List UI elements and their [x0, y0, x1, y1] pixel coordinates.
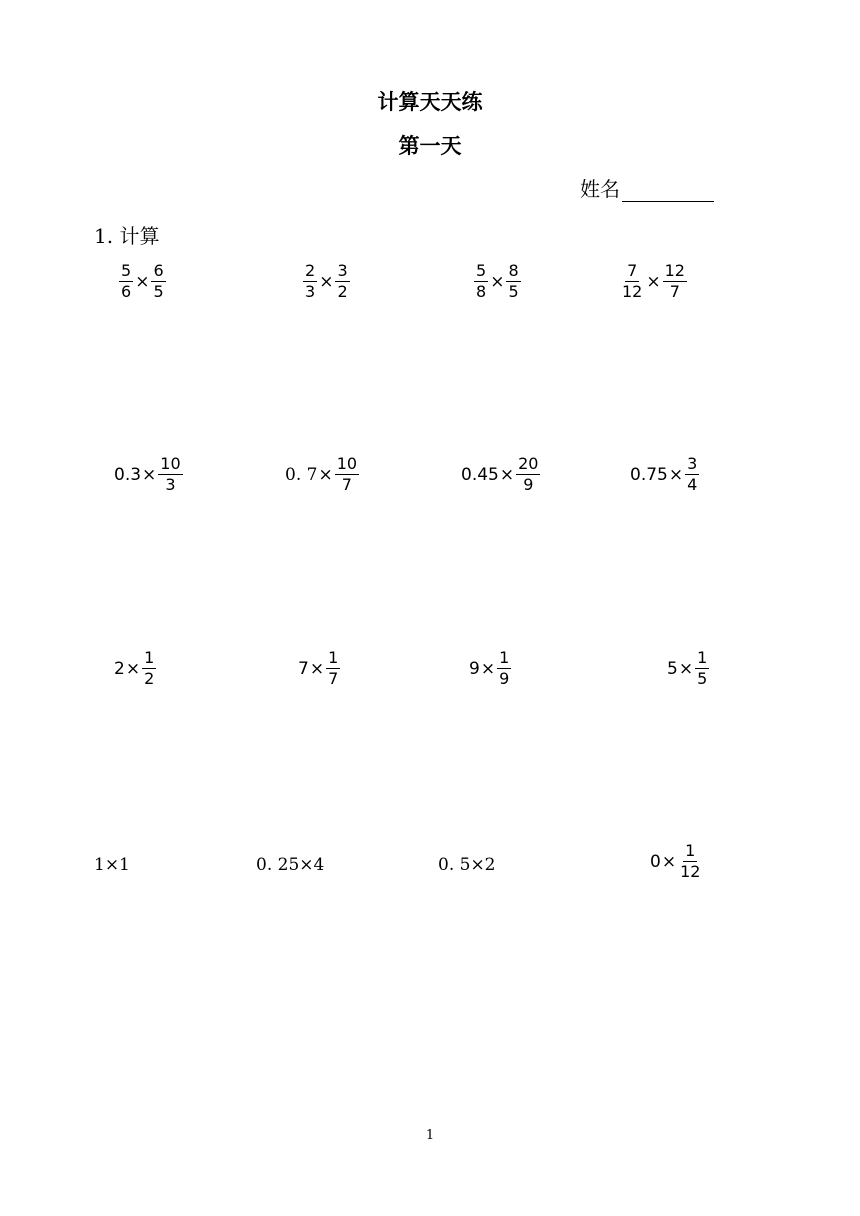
times-sign: ×	[309, 658, 325, 679]
problem-r3c1	[114, 650, 157, 687]
denominator: 5	[153, 282, 164, 301]
problem-r1c3	[473, 263, 522, 300]
whole-operand: 7	[298, 658, 309, 679]
denominator: 12	[622, 282, 643, 301]
problem-r1c2	[302, 263, 351, 300]
fraction	[142, 650, 156, 687]
section-heading	[94, 220, 159, 249]
fraction	[620, 263, 644, 300]
fraction	[335, 263, 349, 300]
numerator: 20	[518, 454, 539, 473]
problem-text: 0. 25×4	[256, 855, 325, 875]
fraction	[678, 843, 702, 880]
whole-operand: 9	[469, 658, 480, 679]
times-sign: ×	[135, 271, 150, 292]
problem-r3c4	[667, 650, 710, 687]
times-sign: ×	[499, 464, 515, 485]
fraction	[158, 456, 182, 493]
denominator: 9	[499, 669, 510, 688]
denominator: 2	[337, 282, 348, 301]
denominator: 7	[341, 475, 352, 494]
denominator: 8	[476, 282, 487, 301]
numerator: 1	[499, 648, 510, 667]
section-number: 1.	[94, 224, 114, 248]
problem-r2c3	[461, 456, 541, 493]
problem-r4c4	[650, 843, 703, 880]
denominator: 9	[523, 475, 534, 494]
denominator: 3	[305, 282, 316, 301]
problem-r4c2	[256, 855, 324, 875]
problem-text: 1×1	[94, 855, 130, 875]
problem-r1c1	[118, 263, 167, 300]
fraction	[474, 263, 488, 300]
name-blank-line	[622, 179, 714, 202]
problem-r2c1	[114, 456, 184, 493]
numerator: 5	[121, 261, 132, 280]
day-subtitle: 第一天	[398, 134, 462, 158]
numerator: 5	[476, 261, 487, 280]
denominator: 12	[680, 862, 701, 881]
whole-operand: 0. 7	[285, 464, 318, 485]
times-sign: ×	[480, 658, 496, 679]
numerator: 10	[336, 454, 358, 473]
fraction	[516, 456, 540, 493]
times-sign: ×	[319, 271, 334, 292]
problem-text: 0. 5×2	[438, 855, 496, 875]
denominator: 5	[508, 282, 519, 301]
fraction	[303, 263, 317, 300]
numerator: 2	[305, 261, 316, 280]
fraction	[151, 263, 165, 300]
numerator: 1	[144, 648, 155, 667]
problem-r4c1	[94, 855, 130, 875]
fraction	[685, 456, 699, 493]
times-sign: ×	[142, 464, 157, 485]
whole-operand: 0.3	[114, 464, 142, 485]
times-sign: ×	[646, 271, 661, 292]
denominator: 2	[144, 669, 155, 688]
whole-operand: 0.45	[461, 464, 499, 485]
page-number: 1	[425, 1128, 435, 1143]
fraction	[506, 263, 520, 300]
times-sign: ×	[125, 658, 141, 679]
name-label: 姓名	[580, 177, 620, 201]
fraction	[335, 456, 359, 493]
denominator: 4	[687, 475, 698, 494]
numerator: 8	[508, 261, 519, 280]
times-sign: ×	[318, 464, 333, 485]
problem-r2c2	[285, 456, 360, 493]
problem-r1c4	[619, 263, 688, 300]
fraction	[119, 263, 133, 300]
numerator: 6	[153, 261, 164, 280]
problem-r3c3	[469, 650, 512, 687]
denominator: 7	[669, 282, 680, 301]
name-field	[580, 173, 714, 202]
numerator: 1	[685, 841, 696, 860]
numerator: 7	[627, 261, 638, 280]
numerator: 12	[664, 261, 685, 280]
fraction	[497, 650, 511, 687]
whole-operand: 0.75	[630, 464, 668, 485]
times-sign: ×	[661, 851, 677, 872]
fraction	[695, 650, 709, 687]
numerator: 3	[687, 454, 698, 473]
times-sign: ×	[490, 271, 505, 292]
section-label: 计算	[119, 224, 160, 248]
times-sign: ×	[668, 464, 684, 485]
numerator: 10	[160, 454, 181, 473]
problem-r4c3	[438, 855, 496, 875]
numerator: 1	[328, 648, 339, 667]
fraction	[326, 650, 340, 687]
whole-operand: 0	[650, 851, 661, 872]
whole-operand: 2	[114, 658, 125, 679]
times-sign: ×	[678, 658, 694, 679]
numerator: 1	[697, 648, 708, 667]
whole-operand: 5	[667, 658, 678, 679]
problem-r2c4	[630, 456, 700, 493]
fraction	[663, 263, 687, 300]
worksheet-title: 计算天天练	[377, 90, 483, 114]
denominator: 7	[328, 669, 339, 688]
denominator: 5	[697, 669, 708, 688]
problem-r3c2	[298, 650, 341, 687]
denominator: 6	[121, 282, 132, 301]
numerator: 3	[337, 261, 348, 280]
denominator: 3	[165, 475, 176, 494]
